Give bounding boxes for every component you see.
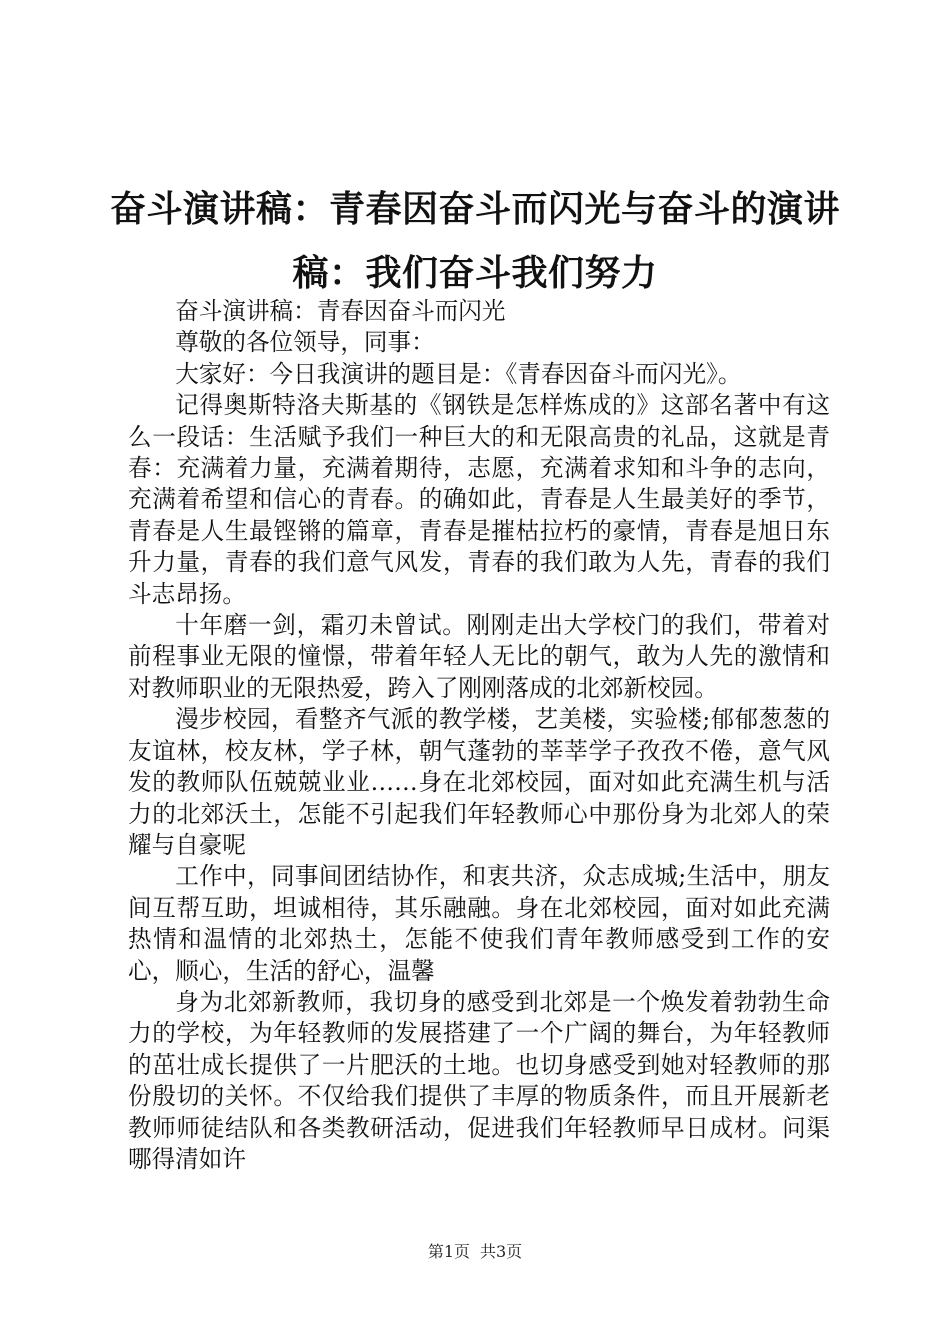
page-footer <box>0 1242 950 1262</box>
document-title-line-2: 稿：我们奋斗我们努力 <box>292 253 658 294</box>
document-title <box>110 178 840 306</box>
paragraph-new-campus: 十年磨一剑，霜刃未曾试。刚刚走出大学校门的我们，带着对前程事业无限的憧憬，带着年轻人无比的朝气，敢为人先的激情和对教师职业的无限热爱，跨入了刚刚落成的北郊新校园。 <box>128 611 830 702</box>
page-number-total: 共3页 <box>480 1242 523 1261</box>
paragraph-campus-walk: 漫步校园，看整齐气派的教学楼，艺美楼，实验楼;郁郁葱葱的友谊林，校友林，学子林，朝气蓬勃的莘莘学子孜孜不倦，意气风发的教师队伍兢兢业业……身在北郊校园，面对如此充满生机与活力的北郊沃土，怎能不引起我们年轻教师心中那份身为北郊人的荣耀与自豪呢 <box>128 705 830 859</box>
paragraph-teamwork: 工作中，同事间团结协作，和衷共济，众志成城;生活中，朋友间互帮互助，坦诚相待，其乐融融。身在北郊校园，面对如此充满热情和温情的北郊热土，怎能不使我们青年教师感受到工作的安心，顺心，生活的舒心，温馨 <box>128 862 830 985</box>
paragraph-salutation: 尊敬的各位领导，同事： <box>175 328 435 357</box>
paragraph-new-teacher: 身为北郊新教师，我切身的感受到北郊是一个焕发着勃勃生命力的学校，为年轻教师的发展搭建了一个广阔的舞台，为年轻教师的茁壮成长提供了一片肥沃的土地。也切身感受到她对轻教师的那份殷切的关怀。不仅给我们提供了丰厚的物质条件，而且开展新老教师师徒结队和各类教研活动，促进我们年轻教师早日成材。问渠哪得清如许 <box>128 987 830 1173</box>
paragraph-youth-quote: 记得奥斯特洛夫斯基的《钢铁是怎样炼成的》这部名著中有这么一段话：生活赋予我们一种巨大的和无限高贵的礼品，这就是青春：充满着力量，充满着期待，志愿，充满着求知和斗争的志向，充满着希望和信心的青春。的确如此，青春是人生最美好的季节，青春是人生最铿锵的篇章，青春是摧枯拉朽的豪情，青春是旭日东升力量，青春的我们意气风发，青春的我们敢为人先，青春的我们斗志昂扬。 <box>128 391 830 608</box>
paragraph-greeting: 大家好：今日我演讲的题目是：《青春因奋斗而闪光》。 <box>175 359 742 388</box>
document-body <box>128 296 830 1175</box>
document-title-line-1: 奋斗演讲稿：青春因奋斗而闪光与奋斗的演讲 <box>110 189 841 230</box>
page-number-current: 第1页 <box>427 1242 470 1261</box>
paragraph-speech-heading: 奋斗演讲稿：青春因奋斗而闪光 <box>175 297 506 325</box>
